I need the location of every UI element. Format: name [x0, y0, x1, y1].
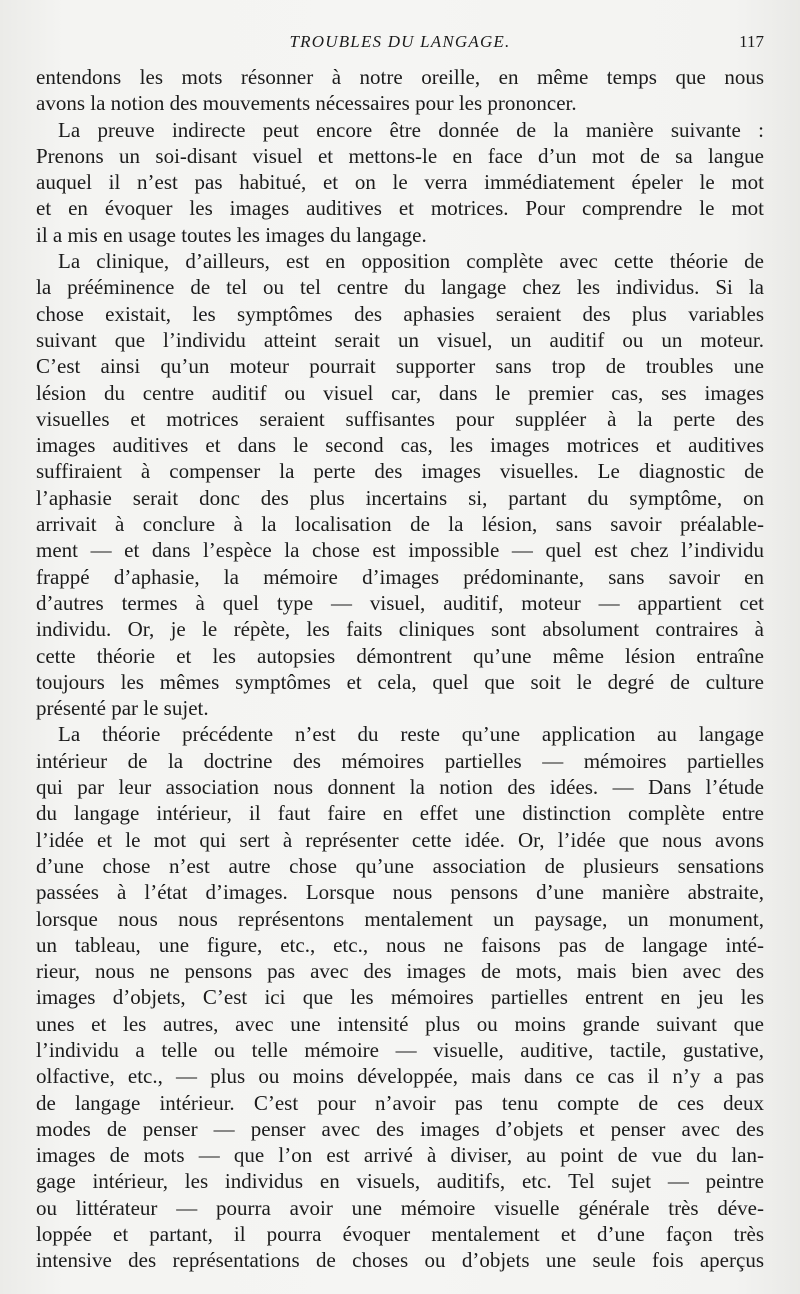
text-line: il a mis en usage toutes les images du langage.	[36, 222, 427, 247]
text-line: auquel il n’est pas habitué, et on le verra immédiatement épeler le mot	[36, 170, 764, 195]
text-line: La preuve indirecte peut encore être donnée de la manière suivante :	[58, 117, 764, 142]
text-line: frappé d’aphasie, la mémoire d’images prédominante, sans savoir en	[36, 564, 764, 589]
text-line: entendons les mots résonner à notre oreille, en même temps que nous	[36, 65, 764, 89]
page-header	[36, 30, 764, 56]
text-line: modes de penser — penser avec des images d’objets et penser avec des	[36, 1116, 764, 1141]
text-line: de langage intérieur. C’est pour n’avoir pas tenu compte de ces deux	[36, 1090, 764, 1115]
text-line: qui par leur association nous donnent la notion des idées. — Dans l’étude	[36, 775, 764, 800]
text-line: intensive des représentations de choses ou d’objets une seule fois aperçus	[36, 1248, 764, 1273]
text-line: ou littérateur — pourra avoir une mémoire visuelle générale très déve-	[36, 1195, 764, 1220]
text-line: la prééminence de tel ou tel centre du langage chez les individus. Si la	[36, 275, 764, 300]
text-line: rieur, nous ne pensons pas avec des images de mots, mais bien avec des	[36, 959, 764, 984]
text-line: l’idée et le mot qui sert à représenter cette idée. Or, l’idée que nous avons	[36, 827, 764, 852]
text-line: C’est ainsi qu’un moteur pourrait supporter sans trop de troubles une	[36, 354, 764, 379]
text-line: présenté par le sujet.	[36, 696, 209, 721]
text-line: La théorie précédente n’est du reste qu’une application au langage	[58, 722, 764, 747]
text-line: individu. Or, je le répète, les faits cliniques sont absolument contraires à	[36, 617, 764, 642]
text-line: olfactive, etc., — plus ou moins développée, mais dans ce cas il n’y a pas	[36, 1064, 764, 1089]
text-line: d’une chose n’est autre chose qu’une association de plusieurs sensations	[36, 853, 764, 878]
text-line: visuelles et motrices seraient suffisantes pour suppléer à la perte des	[36, 406, 764, 431]
text-line: l’individu a telle ou telle mémoire — visuelle, auditive, tactile, gustative,	[36, 1037, 764, 1062]
text-line: images d’objets, C’est ici que les mémoires partielles entrent en jeu les	[36, 985, 764, 1010]
text-line: Prenons un soi-disant visuel et mettons-le en face d’un mot de sa langue	[36, 143, 764, 168]
text-line: La clinique, d’ailleurs, est en opposition complète avec cette théorie de	[58, 249, 764, 274]
text-line: suivant que l’individu atteint serait un visuel, un auditif ou un moteur.	[36, 327, 764, 352]
text-line: arrivait à conclure à la localisation de la lésion, sans savoir préalable-	[36, 512, 764, 537]
text-line: un tableau, une figure, etc., etc., nous ne faisons pas de langage inté-	[36, 932, 764, 957]
text-line: intérieur de la doctrine des mémoires partielles — mémoires partielles	[36, 748, 764, 773]
text-line: suffiraient à compenser la perte des images visuelles. Le diagnostic de	[36, 459, 764, 484]
text-line: l’aphasie serait donc des plus incertains si, partant du symptôme, on	[36, 485, 764, 510]
page-number: 117	[739, 32, 764, 51]
text-line: passées à l’état d’images. Lorsque nous pensons d’une manière abstraite,	[36, 880, 764, 905]
running-title: TROUBLES DU LANGAGE.	[289, 32, 511, 51]
text-line: toujours les mêmes symptômes et cela, quel que soit le degré de culture	[36, 669, 764, 694]
text-line: chose existait, les symptômes des aphasies seraient des plus variables	[36, 301, 764, 326]
text-line: images de mots — que l’on est arrivé à diviser, au point de vue du lan-	[36, 1143, 764, 1168]
text-line: images auditives et dans le second cas, les images motrices et auditives	[36, 433, 764, 458]
text-line: ment — et dans l’espèce la chose est impossible — quel est chez l’individu	[36, 538, 764, 563]
text-line: cette théorie et les autopsies démontrent qu’une même lésion entraîne	[36, 643, 764, 668]
text-line: lésion du centre auditif ou visuel car, dans le premier cas, ses images	[36, 380, 764, 405]
text-line: unes et les autres, avec une intensité plus ou moins grande suivant que	[36, 1011, 764, 1036]
text-line: lorsque nous nous représentons mentalement un paysage, un monument,	[36, 906, 764, 931]
text-line: d’autres termes à quel type — visuel, auditif, moteur — appartient cet	[36, 590, 764, 615]
text-line: loppée et partant, il pourra évoquer mentalement et d’une façon très	[36, 1222, 764, 1247]
text-line: gage intérieur, les individus en visuels, auditifs, etc. Tel sujet — peintre	[36, 1169, 764, 1194]
text-line: et en évoquer les images auditives et motrices. Pour comprendre le mot	[36, 196, 764, 221]
text-line: avons la notion des mouvements nécessaires pour les prononcer.	[36, 91, 577, 116]
text-line: du langage intérieur, il faut faire en effet une distinction complète entre	[36, 801, 764, 826]
body-text	[36, 64, 764, 1274]
